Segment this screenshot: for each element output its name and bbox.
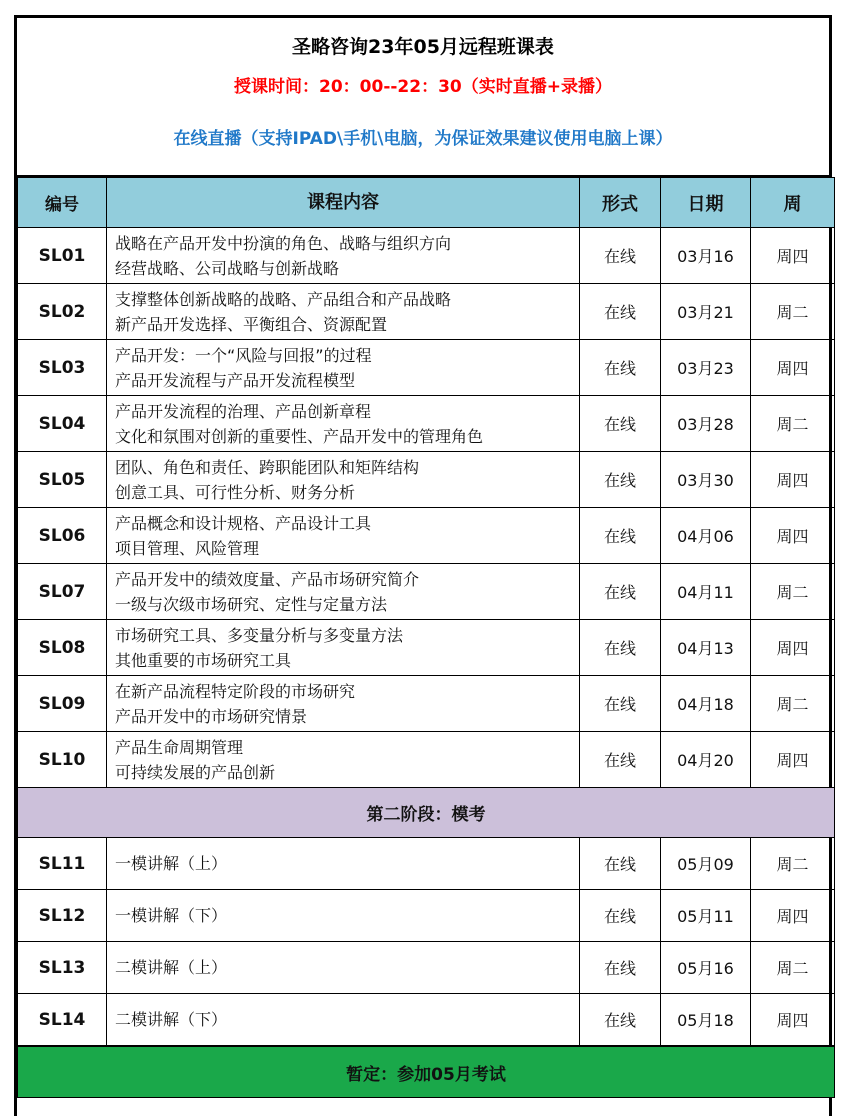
course-weekday: 周四 [751,340,835,396]
course-weekday: 周四 [751,732,835,788]
course-content: 一模讲解（上） [107,838,580,890]
course-content-line-2: 其他重要的市场研究工具 [115,650,292,670]
course-content-line-1: 支撑整体创新战略的战略、产品组合和产品战略 [115,289,452,309]
course-content [107,620,580,676]
table-row [18,942,835,994]
table-row [18,452,835,508]
course-mode: 在线 [580,676,661,732]
course-content-line-1: 产品概念和设计规格、产品设计工具 [115,513,372,533]
course-date: 03月30 [661,452,751,508]
course-content-line-1: 产品开发：一个“风险与回报”的过程 [115,345,372,365]
course-weekday: 周四 [751,452,835,508]
course-content: 二模讲解（下） [107,994,580,1047]
course-content-line-2: 经营战略、公司战略与创新战略 [115,258,340,278]
course-content [107,284,580,340]
course-mode: 在线 [580,994,661,1047]
table-row [18,890,835,942]
course-id: SL04 [18,396,107,452]
table-row [18,620,835,676]
course-content: 二模讲解（上） [107,942,580,994]
course-content-line-2: 可持续发展的产品创新 [115,762,276,782]
schedule-sheet [14,15,832,1116]
stage2-rows [18,838,835,1047]
stage2-row [18,788,835,838]
course-content [107,340,580,396]
table-row [18,284,835,340]
course-mode: 在线 [580,620,661,676]
course-content-line-2: 新产品开发选择、平衡组合、资源配置 [115,314,388,334]
course-content-line-1: 产品生命周期管理 [115,737,244,757]
course-id: SL01 [18,228,107,284]
course-id: SL09 [18,676,107,732]
course-content-line-2: 项目管理、风险管理 [115,538,260,558]
course-weekday: 周四 [751,994,835,1047]
course-date: 03月16 [661,228,751,284]
course-content-line-1: 战略在产品开发中扮演的角色、战略与组织方向 [115,233,452,253]
header-date: 日期 [661,178,751,228]
course-mode: 在线 [580,732,661,788]
course-date: 03月23 [661,340,751,396]
class-time-line: 授课时间：20：00--22：30（实时直播+录播） [234,77,612,97]
schedule-title: 圣略咨询23年05月远程班课表 [292,36,554,58]
course-date: 04月06 [661,508,751,564]
course-id: SL10 [18,732,107,788]
course-date: 04月18 [661,676,751,732]
course-id: SL03 [18,340,107,396]
course-weekday: 周四 [751,890,835,942]
course-id: SL02 [18,284,107,340]
course-content: 一模讲解（下） [107,890,580,942]
course-content-line-1: 产品开发中的绩效度量、产品市场研究简介 [115,569,420,589]
course-content-line-2: 一级与次级市场研究、定性与定量方法 [115,594,388,614]
course-content-line-1: 在新产品流程特定阶段的市场研究 [115,681,356,701]
course-content [107,396,580,452]
course-content-line-1: 市场研究工具、多变量分析与多变量方法 [115,625,404,645]
table-row [18,508,835,564]
course-date: 05月11 [661,890,751,942]
table-header-row [18,178,835,228]
course-weekday: 周四 [751,508,835,564]
course-mode: 在线 [580,396,661,452]
course-weekday: 周二 [751,676,835,732]
course-content-line-1: 产品开发流程的治理、产品创新章程 [115,401,372,421]
table-row [18,564,835,620]
table-row [18,994,835,1047]
table-row [18,340,835,396]
course-date: 04月11 [661,564,751,620]
table-row [18,838,835,890]
course-mode: 在线 [580,838,661,890]
online-live-line: 在线直播（支持IPAD\手机\电脑，为保证效果建议使用电脑上课） [173,129,673,149]
course-id: SL13 [18,942,107,994]
stage2-label: 第二阶段：模考 [18,788,835,838]
course-weekday: 周二 [751,838,835,890]
course-id: SL05 [18,452,107,508]
table-row [18,396,835,452]
course-content [107,228,580,284]
header-mode: 形式 [580,178,661,228]
course-weekday: 周四 [751,228,835,284]
course-content-line-2: 产品开发流程与产品开发流程模型 [115,370,356,390]
header-content: 课程内容 [107,178,580,228]
pending-exam-label: 暂定：参加05月考试 [18,1046,835,1098]
course-mode: 在线 [580,942,661,994]
course-content-line-2: 产品开发中的市场研究情景 [115,706,308,726]
header-id: 编号 [18,178,107,228]
course-weekday: 周二 [751,942,835,994]
header-week: 周 [751,178,835,228]
course-content [107,676,580,732]
course-content [107,732,580,788]
course-date: 05月09 [661,838,751,890]
pending-exam-row [18,1046,835,1098]
course-weekday: 周二 [751,396,835,452]
course-content-line-2: 创意工具、可行性分析、财务分析 [115,482,356,502]
table-row [18,732,835,788]
course-mode: 在线 [580,284,661,340]
course-weekday: 周四 [751,620,835,676]
course-weekday: 周二 [751,564,835,620]
course-content [107,508,580,564]
course-content [107,452,580,508]
course-date: 05月16 [661,942,751,994]
course-id: SL14 [18,994,107,1047]
course-date: 03月21 [661,284,751,340]
schedule-table [17,177,835,1098]
course-id: SL06 [18,508,107,564]
course-mode: 在线 [580,452,661,508]
course-id: SL08 [18,620,107,676]
stage1-rows [18,228,835,788]
course-mode: 在线 [580,508,661,564]
course-weekday: 周二 [751,284,835,340]
course-content [107,564,580,620]
course-content-line-2: 文化和氛围对创新的重要性、产品开发中的管理角色 [115,426,484,446]
course-id: SL07 [18,564,107,620]
course-id: SL11 [18,838,107,890]
course-date: 04月20 [661,732,751,788]
course-mode: 在线 [580,564,661,620]
course-mode: 在线 [580,340,661,396]
course-date: 04月13 [661,620,751,676]
course-content-line-1: 团队、角色和责任、跨职能团队和矩阵结构 [115,457,420,477]
course-date: 03月28 [661,396,751,452]
course-date: 05月18 [661,994,751,1047]
table-row [18,228,835,284]
course-mode: 在线 [580,890,661,942]
course-mode: 在线 [580,228,661,284]
table-row [18,676,835,732]
title-block [17,18,829,177]
course-id: SL12 [18,890,107,942]
